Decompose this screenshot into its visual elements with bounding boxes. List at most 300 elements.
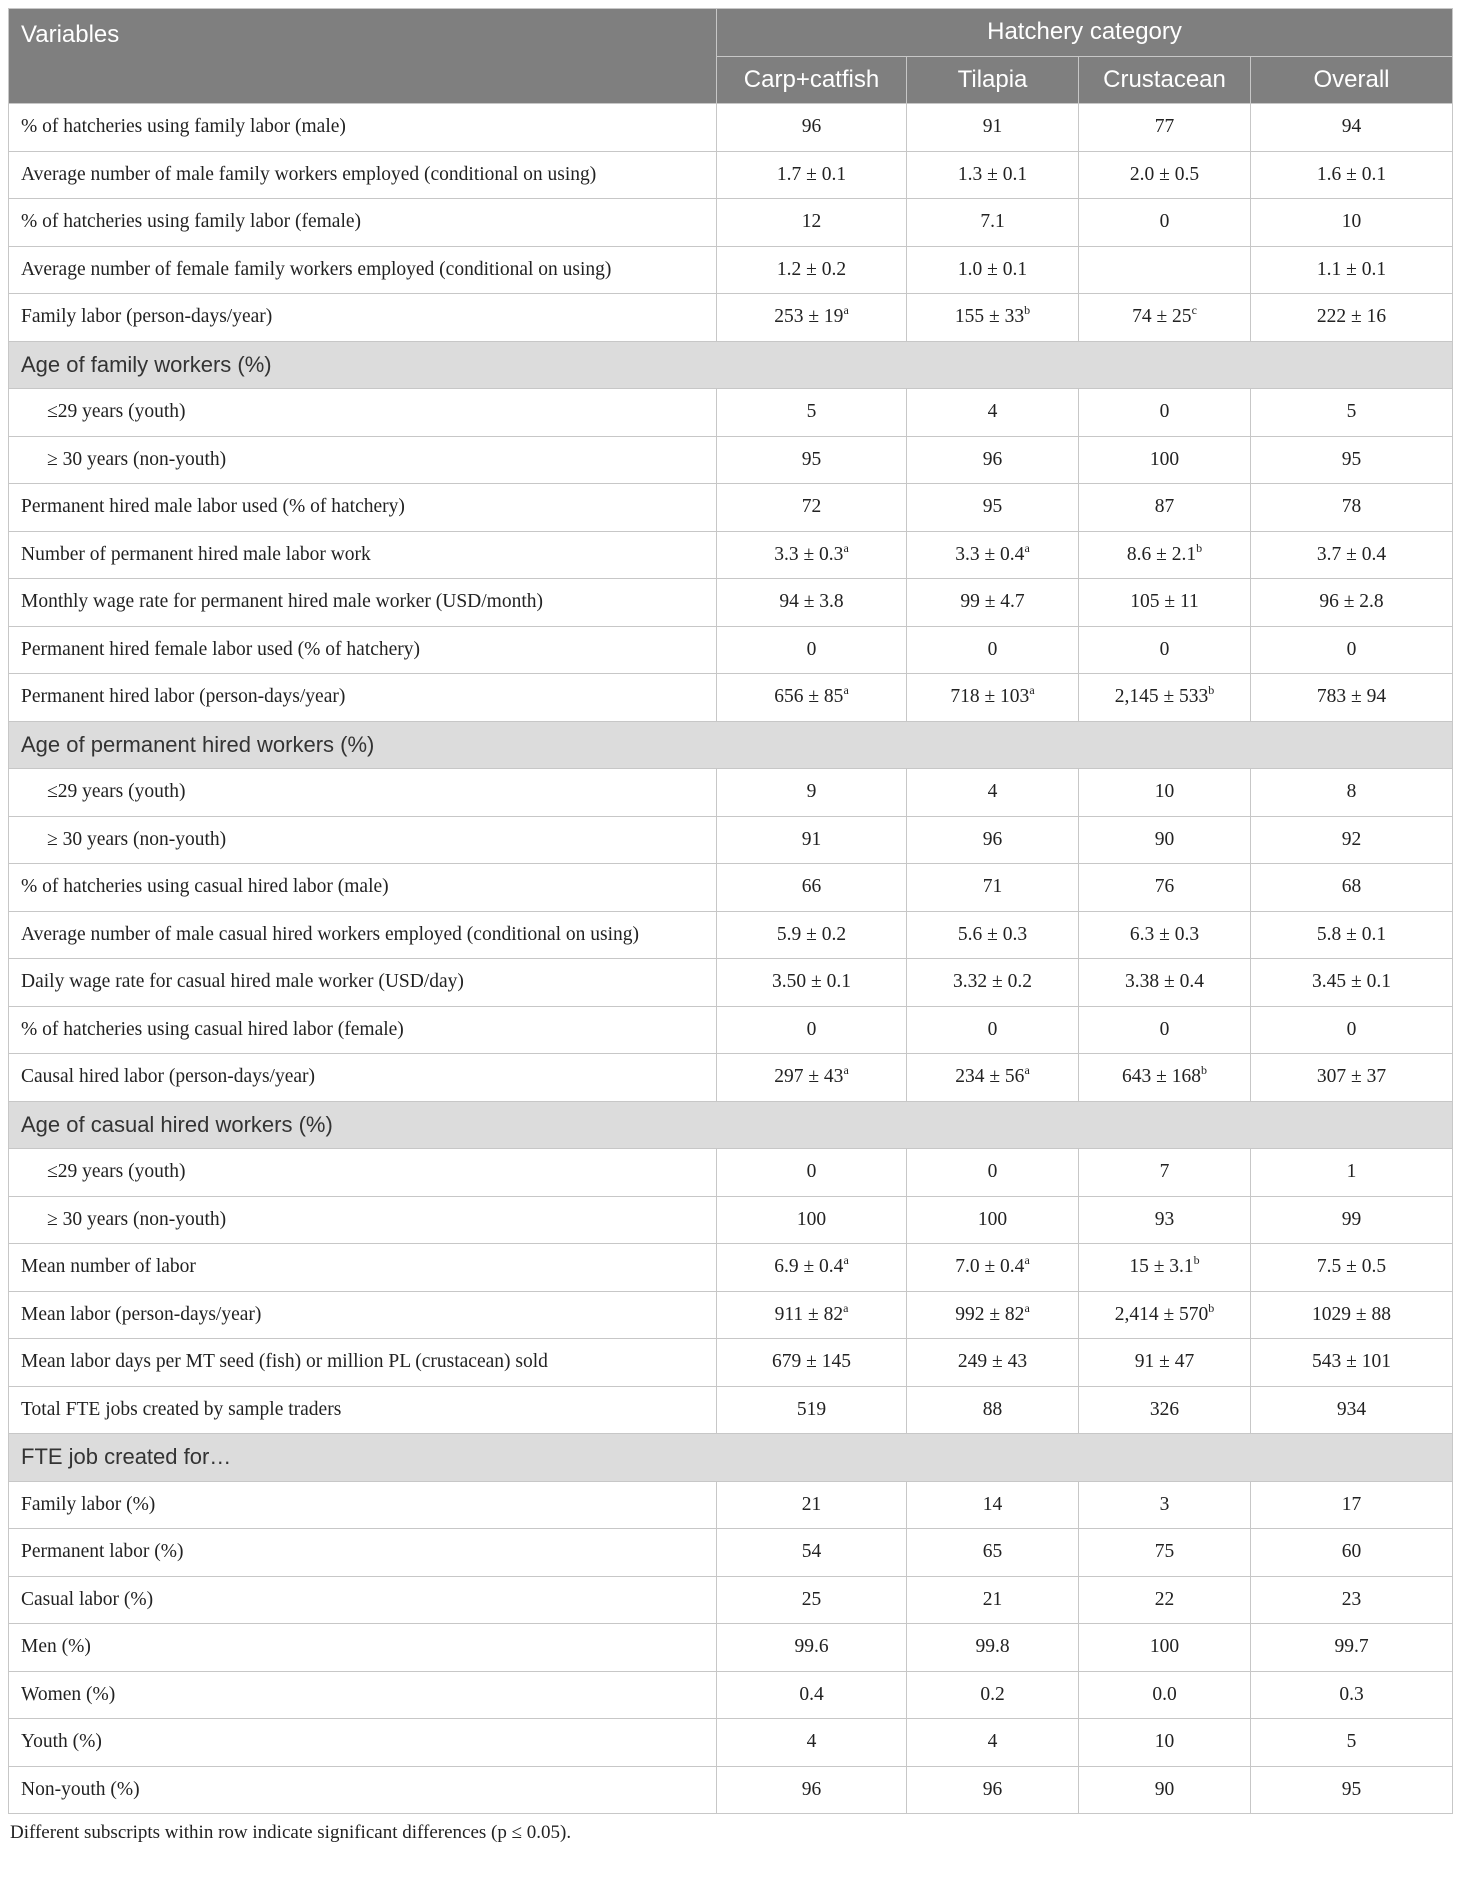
table-cell <box>907 1386 1079 1434</box>
table-cell <box>1251 436 1453 484</box>
cell-value: 656 ± 85 <box>774 686 844 708</box>
table-cell <box>1079 959 1251 1007</box>
cell-value: 3.32 ± 0.2 <box>953 971 1032 993</box>
table-cell <box>1079 769 1251 817</box>
cell-value: 95 <box>1341 1778 1362 1800</box>
variables-header: Variables <box>9 9 717 104</box>
section-title: Age of permanent hired workers (%) <box>9 721 1453 769</box>
cell-value: 643 ± 168 <box>1122 1066 1201 1088</box>
cell-value: 5.9 ± 0.2 <box>776 923 847 945</box>
cell-value: 65 <box>982 1541 1003 1563</box>
cell-value: 17 <box>1341 1493 1362 1515</box>
cell-value: 91 <box>801 828 822 850</box>
table-cell <box>1251 531 1453 579</box>
hatchery-labor-table <box>8 8 1453 1814</box>
section-title: Age of family workers (%) <box>9 341 1453 389</box>
cell-value: 14 <box>982 1493 1003 1515</box>
table-cell <box>907 1291 1079 1339</box>
table-cell <box>1079 626 1251 674</box>
significance-superscript: a <box>843 1253 849 1268</box>
table-cell <box>1079 294 1251 342</box>
table-cell <box>1251 864 1453 912</box>
table-cell <box>717 579 907 627</box>
table-cell <box>1079 1529 1251 1577</box>
cell-value: 3.50 ± 0.1 <box>772 971 851 993</box>
cell-value: 0 <box>1346 1018 1357 1040</box>
cell-value: 326 <box>1149 1398 1180 1420</box>
cell-value: 99.8 <box>975 1636 1010 1658</box>
table-row <box>9 1529 1453 1577</box>
table-cell <box>1079 104 1251 152</box>
cell-value: 7.1 <box>980 211 1005 233</box>
cell-value: 0 <box>1159 401 1170 423</box>
cell-value: 91 ± 47 <box>1134 1351 1195 1373</box>
cell-value: 1029 ± 88 <box>1312 1303 1391 1325</box>
significance-superscript: b <box>1024 303 1031 318</box>
table-cell <box>717 1671 907 1719</box>
table-cell <box>1079 1624 1251 1672</box>
table-body <box>9 104 1453 1814</box>
cell-value: 253 ± 19 <box>774 306 844 328</box>
significance-superscript: b <box>1208 1300 1215 1315</box>
table-cell <box>907 1054 1079 1102</box>
table-cell <box>907 769 1079 817</box>
cell-value: 6.3 ± 0.3 <box>1129 923 1200 945</box>
table-container <box>8 8 1452 1844</box>
table-row <box>9 531 1453 579</box>
table-cell <box>1251 1766 1453 1814</box>
table-footnote: Different subscripts within row indicate significant differences (p ≤ 0.05). <box>10 1822 572 1843</box>
section-title: FTE job created for… <box>9 1434 1453 1482</box>
row-label: ≤29 years (youth) <box>9 1149 717 1197</box>
cell-value: 95 <box>1341 448 1362 470</box>
table-cell <box>1079 389 1251 437</box>
table-cell <box>907 294 1079 342</box>
row-label: % of hatcheries using family labor (male) <box>9 104 717 152</box>
table-cell <box>717 1339 907 1387</box>
table-cell <box>717 1719 907 1767</box>
cell-value: 543 ± 101 <box>1312 1351 1391 1373</box>
cell-value: 23 <box>1341 1588 1362 1610</box>
table-row <box>9 626 1453 674</box>
cell-value: 95 <box>801 448 822 470</box>
significance-superscript: a <box>1024 1300 1030 1315</box>
cell-value: 5.8 ± 0.1 <box>1316 923 1387 945</box>
significance-superscript: a <box>843 540 849 555</box>
table-cell <box>1079 531 1251 579</box>
row-label: Mean labor (person-days/year) <box>9 1291 717 1339</box>
cell-value: 679 ± 145 <box>772 1351 851 1373</box>
table-cell <box>1251 769 1453 817</box>
table-row <box>9 1576 1453 1624</box>
table-cell <box>1251 816 1453 864</box>
section-header-row <box>9 721 1453 769</box>
cell-value: 96 <box>982 828 1003 850</box>
cell-value: 96 <box>801 1778 822 1800</box>
cell-value: 8 <box>1346 781 1357 803</box>
cell-value: 0.3 <box>1339 1683 1364 1705</box>
table-cell <box>907 199 1079 247</box>
significance-superscript: a <box>843 1300 849 1315</box>
table-cell <box>717 436 907 484</box>
cell-value: 66 <box>801 876 822 898</box>
cell-value: 90 <box>1154 828 1175 850</box>
table-cell <box>1251 674 1453 722</box>
cell-value: 72 <box>801 496 822 518</box>
cell-value: 99.7 <box>1334 1636 1369 1658</box>
table-cell <box>1251 1339 1453 1387</box>
table-cell <box>1251 1149 1453 1197</box>
cell-value: 718 ± 103 <box>950 686 1030 708</box>
cell-value: 3.3 ± 0.4 <box>955 543 1025 565</box>
table-cell <box>717 816 907 864</box>
cell-value: 7.0 ± 0.4 <box>955 1256 1025 1278</box>
cell-value: 249 ± 43 <box>957 1351 1028 1373</box>
row-label: % of hatcheries using casual hired labor (female) <box>9 1006 717 1054</box>
table-row <box>9 1339 1453 1387</box>
cell-value: 0.0 <box>1152 1683 1177 1705</box>
cell-value: 0 <box>1346 638 1357 660</box>
cell-value: 68 <box>1341 876 1362 898</box>
cell-value: 5 <box>806 401 817 423</box>
table-cell <box>1251 1529 1453 1577</box>
row-label: Average number of male casual hired workers employed (conditional on using) <box>9 911 717 959</box>
table-cell <box>1079 484 1251 532</box>
table-cell <box>717 1576 907 1624</box>
table-cell <box>717 1149 907 1197</box>
cell-value: 75 <box>1154 1541 1175 1563</box>
section-title: Age of casual hired workers (%) <box>9 1101 1453 1149</box>
table-row <box>9 911 1453 959</box>
section-header-row <box>9 1434 1453 1482</box>
table-cell <box>1079 1291 1251 1339</box>
cell-value: 10 <box>1154 1731 1175 1753</box>
cell-value: 90 <box>1154 1778 1175 1800</box>
cell-value: 2,145 ± 533 <box>1114 686 1209 708</box>
table-cell <box>1251 1006 1453 1054</box>
table-cell <box>1079 1244 1251 1292</box>
table-cell <box>907 626 1079 674</box>
table-cell <box>1079 579 1251 627</box>
cell-value: 3 <box>1159 1493 1170 1515</box>
cell-value: 0.4 <box>799 1683 824 1705</box>
cell-value: 783 ± 94 <box>1316 686 1387 708</box>
table-cell <box>717 626 907 674</box>
table-row <box>9 1006 1453 1054</box>
table-cell <box>1251 199 1453 247</box>
table-cell <box>717 531 907 579</box>
table-cell <box>717 864 907 912</box>
cell-value: 100 <box>1149 1636 1180 1658</box>
table-row <box>9 579 1453 627</box>
table-cell <box>907 1481 1079 1529</box>
significance-superscript: a <box>843 303 849 318</box>
table-cell <box>717 1054 907 1102</box>
table-cell <box>907 246 1079 294</box>
table-cell <box>717 1481 907 1529</box>
cell-value: 1.0 ± 0.1 <box>957 258 1028 280</box>
cell-value: 100 <box>977 1208 1008 1230</box>
table-cell <box>1251 1244 1453 1292</box>
row-label: ≥ 30 years (non-youth) <box>9 1196 717 1244</box>
table-cell <box>907 864 1079 912</box>
cell-value: 0 <box>806 1161 817 1183</box>
table-cell <box>717 674 907 722</box>
table-cell <box>907 959 1079 1007</box>
table-cell <box>1251 1576 1453 1624</box>
table-cell <box>1079 1576 1251 1624</box>
table-cell <box>907 1576 1079 1624</box>
row-label: Men (%) <box>9 1624 717 1672</box>
table-cell <box>1251 151 1453 199</box>
table-cell <box>717 199 907 247</box>
table-cell <box>907 151 1079 199</box>
table-cell <box>1251 484 1453 532</box>
cell-value: 74 ± 25 <box>1132 306 1192 328</box>
table-cell <box>907 1671 1079 1719</box>
cell-value: 10 <box>1154 781 1175 803</box>
table-cell <box>1079 246 1251 294</box>
table-cell <box>1251 1624 1453 1672</box>
table-cell <box>1251 246 1453 294</box>
cell-value: 91 <box>982 116 1003 138</box>
significance-superscript: a <box>1029 683 1035 698</box>
table-cell <box>717 1006 907 1054</box>
table-row <box>9 1244 1453 1292</box>
cell-value: 10 <box>1341 211 1362 233</box>
cell-value: 307 ± 37 <box>1316 1066 1387 1088</box>
table-cell <box>1251 626 1453 674</box>
cell-value: 93 <box>1154 1208 1175 1230</box>
table-cell <box>1079 1054 1251 1102</box>
cell-value: 0.2 <box>980 1683 1005 1705</box>
table-cell <box>1251 1386 1453 1434</box>
cell-value: 12 <box>801 211 822 233</box>
table-cell <box>907 436 1079 484</box>
cell-value: 0 <box>987 1018 998 1040</box>
table-cell <box>717 151 907 199</box>
row-label: Non-youth (%) <box>9 1766 717 1814</box>
row-label: Total FTE jobs created by sample traders <box>9 1386 717 1434</box>
table-cell <box>907 1149 1079 1197</box>
row-label: Mean labor days per MT seed (fish) or million PL (crustacean) sold <box>9 1339 717 1387</box>
table-row <box>9 389 1453 437</box>
table-cell <box>907 389 1079 437</box>
table-row <box>9 864 1453 912</box>
table-cell <box>1079 911 1251 959</box>
table-row <box>9 436 1453 484</box>
table-cell <box>907 1006 1079 1054</box>
column-header-carp-catfish: Carp+catfish <box>717 56 907 104</box>
table-cell <box>1251 389 1453 437</box>
table-cell <box>717 246 907 294</box>
cell-value: 99.6 <box>794 1636 829 1658</box>
table-cell <box>1251 1196 1453 1244</box>
cell-value: 8.6 ± 2.1 <box>1126 543 1197 565</box>
cell-value: 21 <box>801 1493 822 1515</box>
table-row <box>9 1054 1453 1102</box>
hatchery-category-header: Hatchery category <box>717 9 1453 57</box>
cell-value: 77 <box>1154 116 1175 138</box>
cell-value: 21 <box>982 1588 1003 1610</box>
table-cell <box>717 1386 907 1434</box>
cell-value: 54 <box>801 1541 822 1563</box>
table-cell <box>1079 1481 1251 1529</box>
cell-value: 5 <box>1346 1731 1357 1753</box>
table-cell <box>1079 436 1251 484</box>
table-cell <box>1079 1766 1251 1814</box>
cell-value: 0 <box>1159 1018 1170 1040</box>
table-cell <box>907 911 1079 959</box>
table-cell <box>1079 1339 1251 1387</box>
row-label: Family labor (%) <box>9 1481 717 1529</box>
cell-value: 100 <box>796 1208 827 1230</box>
row-label: % of hatcheries using casual hired labor (male) <box>9 864 717 912</box>
row-label: Permanent labor (%) <box>9 1529 717 1577</box>
cell-value: 9 <box>806 781 817 803</box>
row-label: Causal hired labor (person-days/year) <box>9 1054 717 1102</box>
cell-value: 155 ± 33 <box>954 306 1025 328</box>
row-label: ≥ 30 years (non-youth) <box>9 816 717 864</box>
cell-value: 3.3 ± 0.3 <box>774 543 844 565</box>
row-label: Average number of male family workers employed (conditional on using) <box>9 151 717 199</box>
cell-value: 2,414 ± 570 <box>1114 1303 1209 1325</box>
cell-value: 96 <box>801 116 822 138</box>
cell-value: 1.2 ± 0.2 <box>776 258 847 280</box>
table-cell <box>907 674 1079 722</box>
table-row <box>9 816 1453 864</box>
table-cell <box>1251 1671 1453 1719</box>
table-cell <box>1079 199 1251 247</box>
table-cell <box>1079 1386 1251 1434</box>
table-cell <box>1079 151 1251 199</box>
cell-value: 78 <box>1341 496 1362 518</box>
table-cell <box>1079 1671 1251 1719</box>
cell-value: 25 <box>801 1588 822 1610</box>
row-label: % of hatcheries using family labor (female) <box>9 199 717 247</box>
table-row <box>9 1196 1453 1244</box>
table-cell <box>717 1529 907 1577</box>
table-cell <box>717 104 907 152</box>
row-label: Permanent hired labor (person-days/year) <box>9 674 717 722</box>
table-cell <box>1251 294 1453 342</box>
table-cell <box>1079 1006 1251 1054</box>
column-header-overall: Overall <box>1251 56 1453 104</box>
table-cell <box>717 389 907 437</box>
table-cell <box>907 579 1079 627</box>
cell-value: 2.0 ± 0.5 <box>1129 163 1200 185</box>
cell-value: 87 <box>1154 496 1175 518</box>
cell-value: 0 <box>987 638 998 660</box>
table-cell <box>1251 1054 1453 1102</box>
cell-value: 15 ± 3.1 <box>1129 1256 1194 1278</box>
row-label: Mean number of labor <box>9 1244 717 1292</box>
table-cell <box>717 1766 907 1814</box>
significance-superscript: a <box>843 1063 849 1078</box>
table-cell <box>907 1624 1079 1672</box>
cell-value: 7 <box>1159 1161 1170 1183</box>
table-cell <box>1079 864 1251 912</box>
table-cell <box>717 1624 907 1672</box>
table-row <box>9 1481 1453 1529</box>
table-cell <box>1251 1481 1453 1529</box>
table-cell <box>907 104 1079 152</box>
row-label: Women (%) <box>9 1671 717 1719</box>
cell-value: 4 <box>806 1731 817 1753</box>
table-cell <box>1251 104 1453 152</box>
cell-value: 88 <box>982 1398 1003 1420</box>
table-row <box>9 1149 1453 1197</box>
table-row <box>9 1624 1453 1672</box>
row-label: ≤29 years (youth) <box>9 389 717 437</box>
cell-value: 94 ± 3.8 <box>779 591 844 613</box>
table-header <box>9 9 1453 104</box>
cell-value: 1.6 ± 0.1 <box>1316 163 1387 185</box>
table-cell <box>1079 816 1251 864</box>
cell-value: 5 <box>1346 401 1357 423</box>
cell-value: 519 <box>796 1398 827 1420</box>
table-cell <box>717 1244 907 1292</box>
table-row <box>9 484 1453 532</box>
cell-value: 297 ± 43 <box>774 1066 844 1088</box>
cell-value: 1.3 ± 0.1 <box>957 163 1028 185</box>
table-cell <box>1079 1149 1251 1197</box>
cell-value: 911 ± 82 <box>774 1303 844 1325</box>
row-label: Monthly wage rate for permanent hired male worker (USD/month) <box>9 579 717 627</box>
table-cell <box>907 1529 1079 1577</box>
table-cell <box>1251 1719 1453 1767</box>
table-cell <box>1251 1291 1453 1339</box>
significance-superscript: c <box>1191 303 1197 318</box>
table-cell <box>907 1339 1079 1387</box>
cell-value: 934 <box>1336 1398 1367 1420</box>
table-cell <box>1251 579 1453 627</box>
table-cell <box>907 816 1079 864</box>
table-row <box>9 246 1453 294</box>
table-row <box>9 959 1453 1007</box>
table-row <box>9 674 1453 722</box>
significance-superscript: a <box>1024 1253 1030 1268</box>
row-label: ≥ 30 years (non-youth) <box>9 436 717 484</box>
table-row <box>9 1671 1453 1719</box>
cell-value: 94 <box>1341 116 1362 138</box>
significance-superscript: a <box>843 683 849 698</box>
table-row <box>9 104 1453 152</box>
table-cell <box>717 911 907 959</box>
significance-superscript: a <box>1024 1063 1030 1078</box>
cell-value: 234 ± 56 <box>955 1066 1025 1088</box>
cell-value: 76 <box>1154 876 1175 898</box>
cell-value: 96 ± 2.8 <box>1319 591 1384 613</box>
significance-superscript: b <box>1208 683 1215 698</box>
cell-value: 0 <box>1159 638 1170 660</box>
cell-value: 99 ± 4.7 <box>960 591 1025 613</box>
column-header-tilapia: Tilapia <box>907 56 1079 104</box>
table-cell <box>907 484 1079 532</box>
cell-value: 0 <box>806 1018 817 1040</box>
cell-value: 4 <box>987 781 998 803</box>
section-header-row <box>9 1101 1453 1149</box>
cell-value: 0 <box>1159 211 1170 233</box>
table-cell <box>717 294 907 342</box>
cell-value: 7.5 ± 0.5 <box>1316 1256 1387 1278</box>
row-label: Average number of female family workers employed (conditional on using) <box>9 246 717 294</box>
cell-value: 60 <box>1341 1541 1362 1563</box>
row-label: Daily wage rate for casual hired male worker (USD/day) <box>9 959 717 1007</box>
table-cell <box>1251 959 1453 1007</box>
table-cell <box>907 1244 1079 1292</box>
cell-value: 3.7 ± 0.4 <box>1316 543 1387 565</box>
